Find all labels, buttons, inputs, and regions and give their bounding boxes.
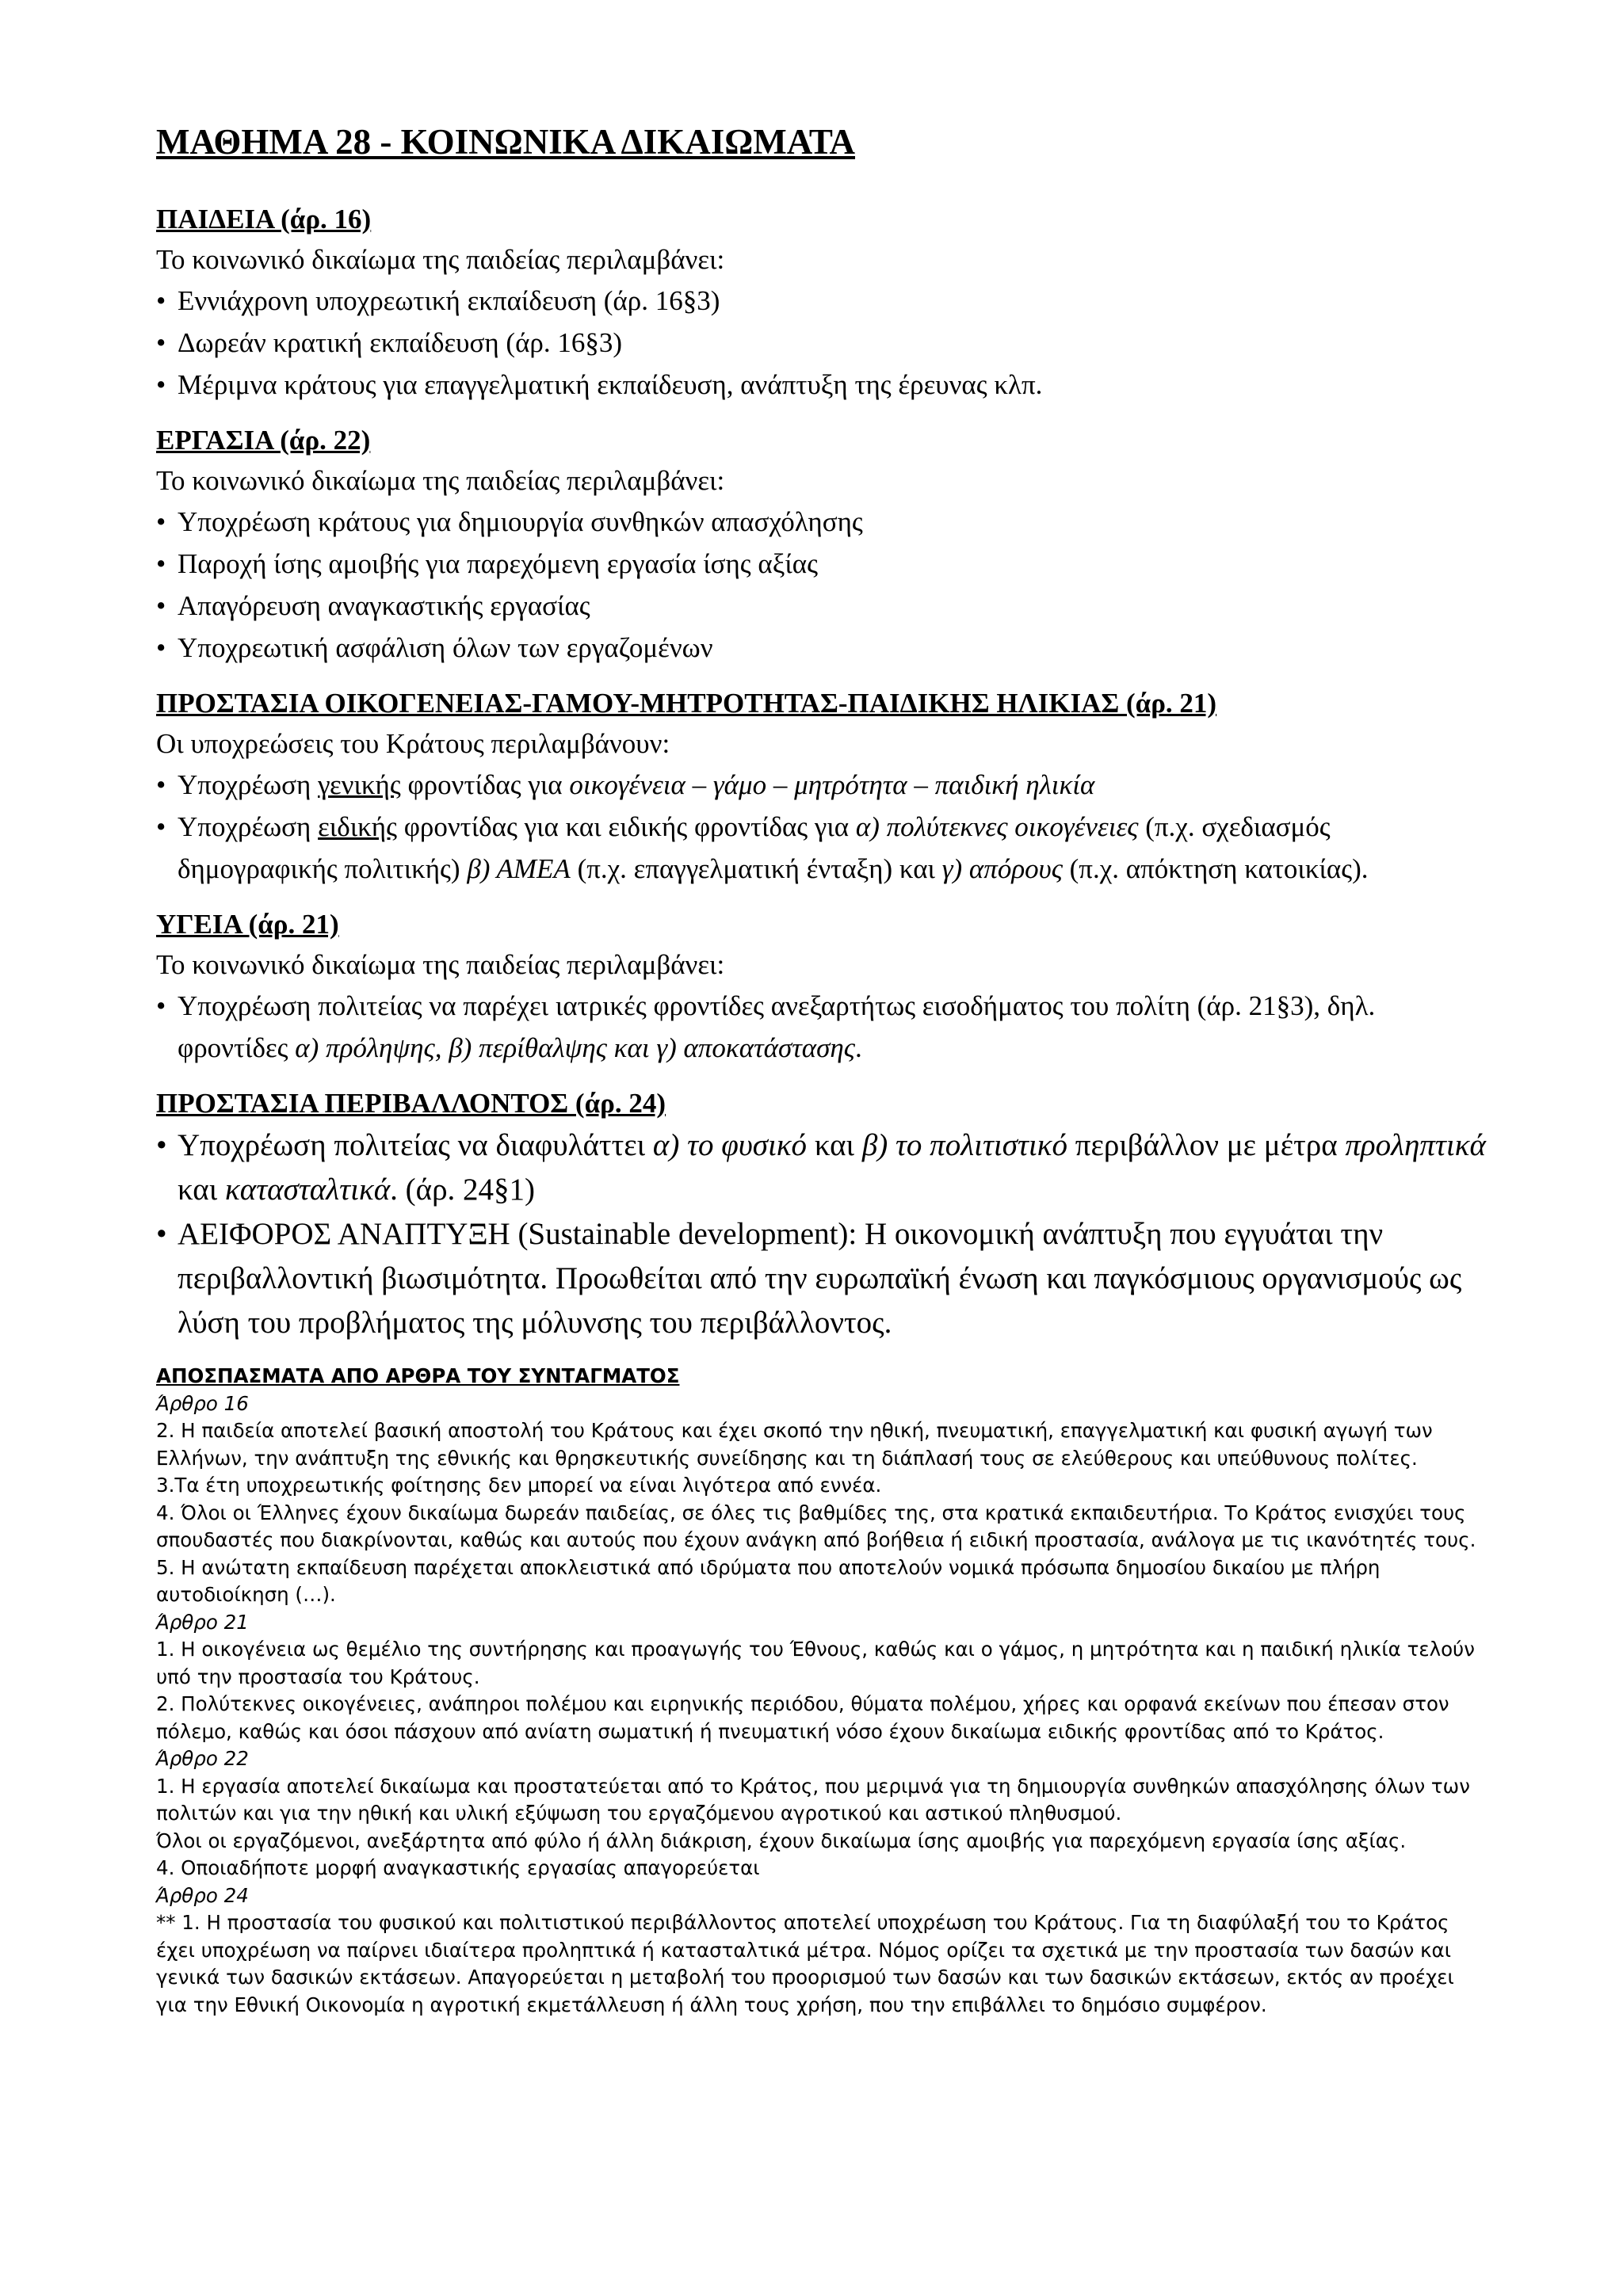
bullet-list (156, 501, 1487, 669)
list-item: • Υποχρέωση πολιτείας να παρέχει ιατρικές φροντίδες ανεξαρτήτως εισοδήματος του πολίτη (άρ. 21§3), δηλ. φροντίδες α) πρόληψης, β) περίθαλψης και γ) αποκατάστασης. (156, 985, 1487, 1069)
article-heading: Άρθρο 21 (156, 1610, 249, 1634)
article-paragraph: 4. Όλοι οι Έλληνες έχουν δικαίωμα δωρεάν παιδείας, σε όλες τις βαθμίδες της, στα κρατικά εκπαιδευτήρια. Το Κράτος ενισχύει τους σπουδαστές που διακρίνονται, καθώς και αυτούς που έχουν ανάγκη από βοήθεια ή ειδική προστασία, ανάλογα με τις ικανότητές τους. (156, 1501, 1476, 1551)
article-paragraph: 5. Η ανώτατη εκπαίδευση παρέχεται αποκλειστικά από ιδρύματα που αποτελούν νομικά πρόσωπα δημοσίου δικαίου με πλήρη αυτοδιοίκηση (…). (156, 1555, 1381, 1606)
section-intro: Το κοινωνικό δικαίωμα της παιδείας περιλαμβάνει: (156, 949, 725, 980)
article-paragraph: ** 1. Η προστασία του φυσικού και πολιτιστικού περιβάλλοντος αποτελεί υποχρέωση του Κράτους. Για τη διαφύλαξή του το Κράτος έχει υποχρέωση να παίρνει ιδιαίτερα προληπτικά ή κατασταλτικά μέτρα. Νόμος ορίζει τα σχετικά με την προστασία των δασών και γενικά των δασικών εκτάσεων. Απαγορεύεται η μεταβολή του προορισμού των δασών και των δασικών εκτάσεων, εκτός αν προέχει για την Εθνική Οικονομία η αγροτική εκμετάλλευση ή άλλη τους χρήση, που την επιβάλλει το δημόσιο συμφέρον. (156, 1911, 1454, 2016)
document-page (156, 119, 1487, 2019)
section-annex (156, 1363, 1487, 2019)
article-paragraph: 3.Τα έτη υποχρεωτικής φοίτησης δεν μπορεί να είναι λιγότερα από εννέα. (156, 1474, 882, 1497)
article-paragraph: 2. Η παιδεία αποτελεί βασική αποστολή του Κράτους και έχει σκοπό την ηθική, πνευματική, επαγγελματική και φυσική αγωγή των Ελλήνων, την ανάπτυξη της εθνικής και θρησκευτικής συνείδησης και τη διάπλασή τους σε ελεύθερους και υπεύθυνους πολίτες. (156, 1419, 1433, 1470)
section-oikogeneia (156, 683, 1487, 890)
document-title: ΜΑΘΗΜΑ 28 - ΚΟΙΝΩΝΙΚΑ ΔΙΚΑΙΩΜΑΤΑ (156, 122, 856, 162)
section-intro: Το κοινωνικό δικαίωμα της παιδείας περιλαμβάνει: (156, 465, 725, 496)
list-item: • Υποχρεωτική ασφάλιση όλων των εργαζομένων (156, 627, 1487, 669)
section-intro: Οι υποχρεώσεις του Κράτους περιλαμβάνουν: (156, 728, 670, 759)
section-perivallon (156, 1083, 1487, 1345)
bullet-list (156, 764, 1487, 890)
bullet-list (156, 1123, 1487, 1345)
section-ygeia (156, 904, 1487, 1069)
list-item: • Μέριμνα κράτους για επαγγελματική εκπαίδευση, ανάπτυξη της έρευνας κλπ. (156, 364, 1487, 406)
article-paragraph: Όλοι οι εργαζόμενοι, ανεξάρτητα από φύλο ή άλλη διάκριση, έχουν δικαίωμα ίσης αμοιβής για παρεχόμενη εργασία ίσης αξίας. (156, 1829, 1407, 1852)
section-paideia (156, 199, 1487, 406)
article-paragraph: 2. Πολύτεκνες οικογένειες, ανάπηροι πολέμου και ειρηνικής περιόδου, θύματα πολέμου, χήρες και ορφανά εκείνων που έπεσαν στον πόλεμο, καθώς και όσοι πάσχουν από ανίατη σωματική ή πνευματική νόσο έχουν δικαίωμα ειδικής φροντίδας από το Κράτος. (156, 1692, 1449, 1743)
article-heading: Άρθρο 16 (156, 1391, 249, 1415)
article-paragraph: 4. Οποιαδήποτε μορφή αναγκαστικής εργασίας απαγορεύεται (156, 1856, 760, 1879)
list-item: • Υποχρέωση γενικής φροντίδας για οικογένεια – γάμο – μητρότητα – παιδική ηλικία (156, 764, 1487, 806)
article-heading: Άρθρο 24 (156, 1883, 249, 1907)
section-heading: ΠΡΟΣΤΑΣΙΑ ΠΕΡΙΒΑΛΛΟΝΤΟΣ (άρ. 24) (156, 1088, 666, 1119)
list-item: • Εννιάχρονη υποχρεωτική εκπαίδευση (άρ. 16§3) (156, 280, 1487, 322)
list-item: • Υποχρέωση πολιτείας να διαφυλάττει α) το φυσικό και β) το πολιτιστικό περιβάλλον με μέτρα προληπτικά και κατασταλτικά. (άρ. 24§1) (156, 1123, 1487, 1212)
section-heading: ΕΡΓΑΣΙΑ (άρ. 22) (156, 425, 371, 456)
article-paragraph: 1. Η οικογένεια ως θεμέλιο της συντήρησης και προαγωγής του Έθνους, καθώς και ο γάμος, η μητρότητα και η παιδική ηλικία τελούν υπό την προστασία του Κράτους. (156, 1638, 1475, 1688)
section-heading: ΠΡΟΣΤΑΣΙΑ ΟΙΚΟΓΕΝΕΙΑΣ-ΓΑΜΟΥ-ΜΗΤΡΟΤΗΤΑΣ-ΠΑΙΔΙΚΗΣ ΗΛΙΚΙΑΣ (άρ. 21) (156, 688, 1217, 719)
section-intro: Το κοινωνικό δικαίωμα της παιδείας περιλαμβάνει: (156, 244, 725, 275)
list-item: • ΑΕΙΦΟΡΟΣ ΑΝΑΠΤΥΞΗ (Sustainable development): Η οικονομική ανάπτυξη που εγγυάται την περιβαλλοντική βιωσιμότητα. Προωθείται από την ευρωπαϊκή ένωση και παγκόσμιους οργανισμούς ως λύση του προβλήματος της μόλυνσης του περιβάλλοντος. (156, 1212, 1487, 1345)
annex-title: ΑΠΟΣΠΑΣΜΑΤΑ ΑΠΟ ΑΡΘΡΑ ΤΟΥ ΣΥΝΤΑΓΜΑΤΟΣ (156, 1364, 680, 1387)
list-item: • Απαγόρευση αναγκαστικής εργασίας (156, 585, 1487, 627)
section-ergasia (156, 420, 1487, 669)
bullet-list (156, 985, 1487, 1069)
list-item: • Υποχρέωση κράτους για δημιουργία συνθηκών απασχόλησης (156, 501, 1487, 543)
article-heading: Άρθρο 22 (156, 1747, 249, 1770)
list-item: • Υποχρέωση ειδικής φροντίδας για και ειδικής φροντίδας για α) πολύτεκνες οικογένειες (π.χ. σχεδιασμός δημογραφικής πολιτικής) β) ΑΜΕΑ (π.χ. επαγγελματική ένταξη) και γ) απόρους (π.χ. απόκτηση κατοικίας). (156, 806, 1487, 890)
list-item: • Παροχή ίσης αμοιβής για παρεχόμενη εργασία ίσης αξίας (156, 543, 1487, 585)
bullet-list (156, 280, 1487, 406)
article-paragraph: 1. Η εργασία αποτελεί δικαίωμα και προστατεύεται από το Κράτος, που μεριμνά για τη δημιουργία συνθηκών απασχόλησης όλων των πολιτών και για την ηθική και υλική εξύψωση του εργαζόμενου αγροτικού και αστικού πληθυσμού. (156, 1774, 1470, 1825)
section-heading: ΠΑΙΔΕΙΑ (άρ. 16) (156, 204, 372, 235)
section-heading: ΥΓΕΙΑ (άρ. 21) (156, 909, 339, 940)
list-item: • Δωρεάν κρατική εκπαίδευση (άρ. 16§3) (156, 322, 1487, 364)
